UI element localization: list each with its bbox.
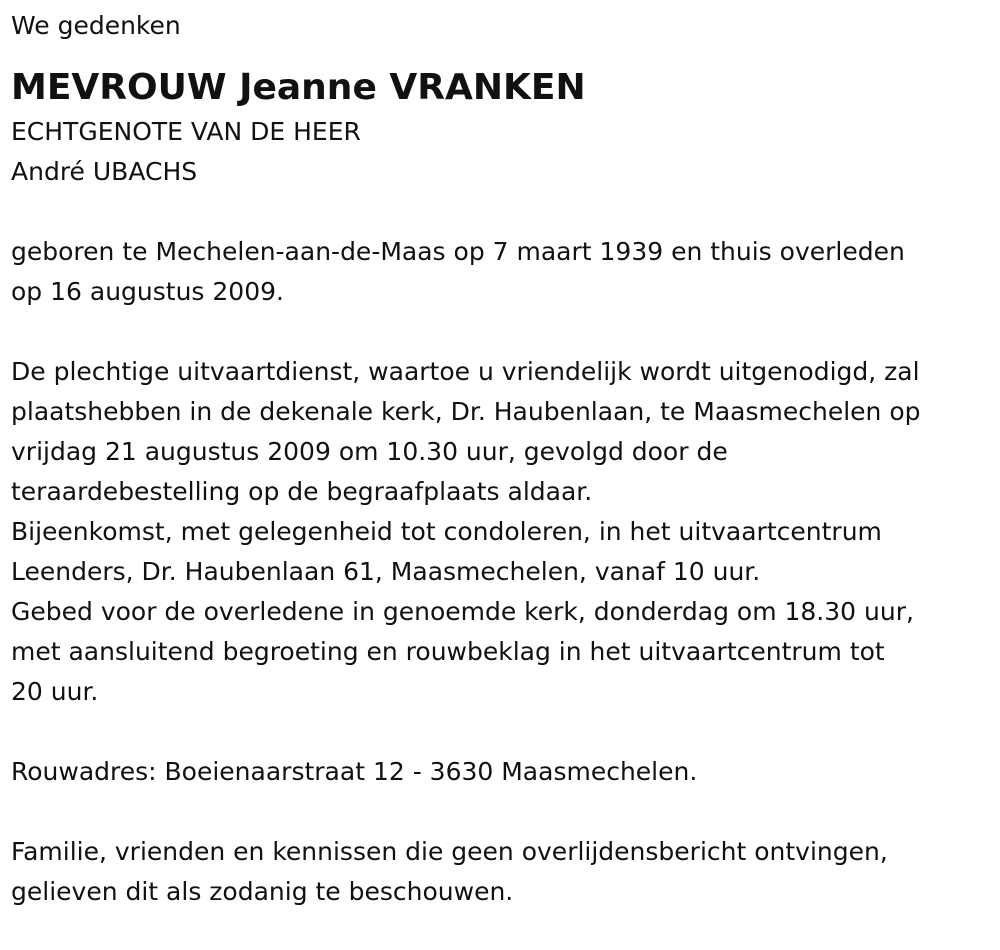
paragraph-line: Leenders, Dr. Haubenlaan 61, Maasmechelen, vanaf 10 uur.	[11, 557, 761, 586]
spacer	[11, 192, 1000, 232]
intro-text: We gedenken	[11, 11, 181, 40]
mourning-address: Rouwadres: Boeienaarstraat 12 - 3630 Maasmechelen.	[11, 757, 698, 786]
spouse-name: André UBACHS	[11, 157, 198, 186]
notice-paragraph	[11, 832, 1000, 912]
paragraph-line: plaatshebben in de dekenale kerk, Dr. Haubenlaan, te Maasmechelen op	[11, 397, 921, 426]
spacer	[11, 312, 1000, 352]
paragraph-line: De plechtige uitvaartdienst, waartoe u vriendelijk wordt uitgenodigd, zal	[11, 357, 920, 386]
paragraph-line: teraardebestelling op de begraafplaats aldaar.	[11, 477, 593, 506]
deceased-name: MEVROUW Jeanne VRANKEN	[11, 67, 586, 108]
paragraph-line: vrijdag 21 augustus 2009 om 10.30 uur, gevolgd door de	[11, 437, 728, 466]
paragraph-line: Gebed voor de overledene in genoemde kerk, donderdag om 18.30 uur,	[11, 597, 914, 626]
paragraph-line: 20 uur.	[11, 677, 99, 706]
spacer	[11, 712, 1000, 752]
paragraph-line: Bijeenkomst, met gelegenheid tot condoleren, in het uitvaartcentrum	[11, 517, 882, 546]
paragraph-line: met aansluitend begroeting en rouwbeklag in het uitvaartcentrum tot	[11, 637, 885, 666]
paragraph-line: geboren te Mechelen-aan-de-Maas op 7 maart 1939 en thuis overleden	[11, 237, 905, 266]
service-paragraph	[11, 352, 1000, 712]
birth-death-paragraph	[11, 232, 1000, 312]
spacer	[11, 792, 1000, 832]
paragraph-line: Familie, vrienden en kennissen die geen overlijdensbericht ontvingen,	[11, 837, 888, 866]
relation-text: ECHTGENOTE VAN DE HEER	[11, 117, 361, 146]
paragraph-line: op 16 augustus 2009.	[11, 277, 284, 306]
paragraph-line: gelieven dit als zodanig te beschouwen.	[11, 877, 514, 906]
